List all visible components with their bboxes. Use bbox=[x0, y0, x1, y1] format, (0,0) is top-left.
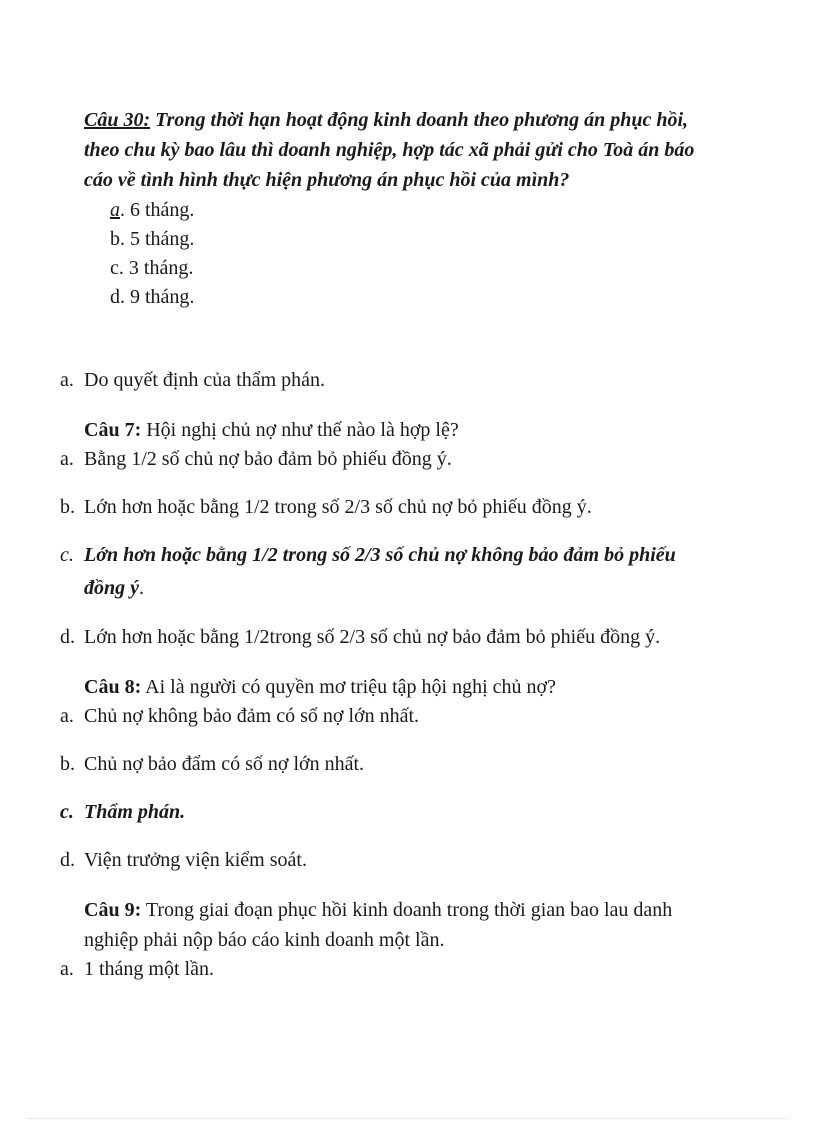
q9-line-1 bbox=[84, 900, 672, 920]
q8-option-d-text: Viện trưởng viện kiểm soát. bbox=[84, 849, 307, 871]
q30-text-1: Trong thời hạn hoạt động kinh doanh theo phương án phục hồi, bbox=[150, 109, 689, 131]
q30-option-a-text: . 6 tháng. bbox=[120, 199, 195, 221]
orphan-answer-letter: a. bbox=[60, 369, 74, 391]
q8-option-a-letter: a. bbox=[60, 705, 74, 727]
q7-line bbox=[84, 420, 459, 440]
q30-line-3 bbox=[84, 170, 569, 190]
q8-option-c bbox=[60, 802, 185, 822]
q8-option-b bbox=[60, 754, 364, 774]
q8-option-b-letter: b. bbox=[60, 753, 75, 775]
q7-option-c-text-end: . bbox=[139, 577, 144, 599]
q8-option-b-text: Chủ nợ bảo đẩm có số nợ lớn nhất. bbox=[84, 753, 365, 775]
q30-option-a-letter: a bbox=[110, 199, 120, 221]
q7-option-c bbox=[60, 545, 676, 565]
q7-option-c-text-2: đồng ý bbox=[84, 577, 139, 599]
q30-option-c-letter: c. bbox=[110, 257, 124, 279]
q30-option-b-text: 5 tháng. bbox=[130, 228, 195, 250]
q30-option-b bbox=[110, 229, 194, 249]
orphan-answer-text: Do quyết định của thẩm phán. bbox=[84, 369, 326, 391]
q7-option-d-letter: d. bbox=[60, 626, 75, 648]
q8-option-d bbox=[60, 850, 307, 870]
q30-option-d-text: 9 tháng. bbox=[130, 286, 195, 308]
q30-label: Câu 30: bbox=[84, 109, 151, 131]
q7-option-c-letter: c. bbox=[60, 544, 74, 566]
q7-option-b-letter: b. bbox=[60, 496, 75, 518]
q30-text-2: theo chu kỳ bao lâu thì doanh nghiệp, hợp tác xã phải gửi cho Toà án báo bbox=[84, 139, 695, 161]
q8-option-a bbox=[60, 706, 419, 726]
orphan-answer bbox=[60, 370, 325, 390]
q8-option-d-letter: d. bbox=[60, 849, 75, 871]
q7-option-d-text: Lớn hơn hoặc bằng 1/2trong số 2/3 số chủ nợ bảo đảm bỏ phiếu đồng ý. bbox=[84, 626, 661, 648]
q9-option-a bbox=[60, 959, 214, 979]
q9-label: Câu 9: bbox=[84, 899, 142, 921]
q30-option-c bbox=[110, 258, 193, 278]
q7-option-b-text: Lớn hơn hoặc bằng 1/2 trong số 2/3 số chủ nợ bỏ phiếu đồng ý. bbox=[84, 496, 592, 518]
q30-option-c-text: 3 tháng. bbox=[128, 257, 194, 279]
q7-option-a-text: Bằng 1/2 số chủ nợ bảo đảm bỏ phiếu đồng ý. bbox=[84, 448, 452, 470]
q30-option-a bbox=[110, 200, 194, 220]
q8-option-c-text: Thẩm phán. bbox=[84, 801, 186, 823]
q7-option-a-letter: a. bbox=[60, 448, 74, 470]
q7-option-b bbox=[60, 497, 592, 517]
q9-line-2 bbox=[84, 930, 444, 950]
q7-label: Câu 7: bbox=[84, 419, 142, 441]
q30-text-3: cáo về tình hình thực hiện phương án phục hồi của mình? bbox=[84, 169, 570, 191]
q30-option-b-letter: b. bbox=[110, 228, 125, 250]
q7-option-d bbox=[60, 627, 660, 647]
q8-text: Ai là người có quyền mơ triệu tập hội nghị chủ nợ? bbox=[141, 676, 556, 698]
page-bottom-rule bbox=[28, 1118, 788, 1119]
q7-option-a bbox=[60, 449, 452, 469]
q9-text-1: Trong giai đoạn phục hồi kinh doanh trong thời gian bao lau danh bbox=[141, 899, 673, 921]
q9-text-2: nghiệp phải nộp báo cáo kinh doanh một lần. bbox=[84, 929, 445, 951]
q7-option-c-text-1: Lớn hơn hoặc bằng 1/2 trong số 2/3 số chủ nợ không bảo đảm bỏ phiếu bbox=[84, 544, 676, 566]
q30-option-d bbox=[110, 287, 194, 307]
q8-line bbox=[84, 677, 556, 697]
q8-option-c-letter: c. bbox=[60, 801, 74, 823]
q30-line-1 bbox=[84, 110, 688, 130]
q8-option-a-text: Chủ nợ không bảo đảm có số nợ lớn nhất. bbox=[84, 705, 420, 727]
q7-text: Hội nghị chủ nợ như thế nào là hợp lệ? bbox=[141, 419, 459, 441]
q9-option-a-letter: a. bbox=[60, 958, 74, 980]
q9-option-a-text: 1 tháng một lần. bbox=[84, 958, 214, 980]
q30-option-d-letter: d. bbox=[110, 286, 125, 308]
q30-line-2 bbox=[84, 140, 694, 160]
q7-option-c-cont bbox=[84, 578, 144, 598]
q8-label: Câu 8: bbox=[84, 676, 142, 698]
